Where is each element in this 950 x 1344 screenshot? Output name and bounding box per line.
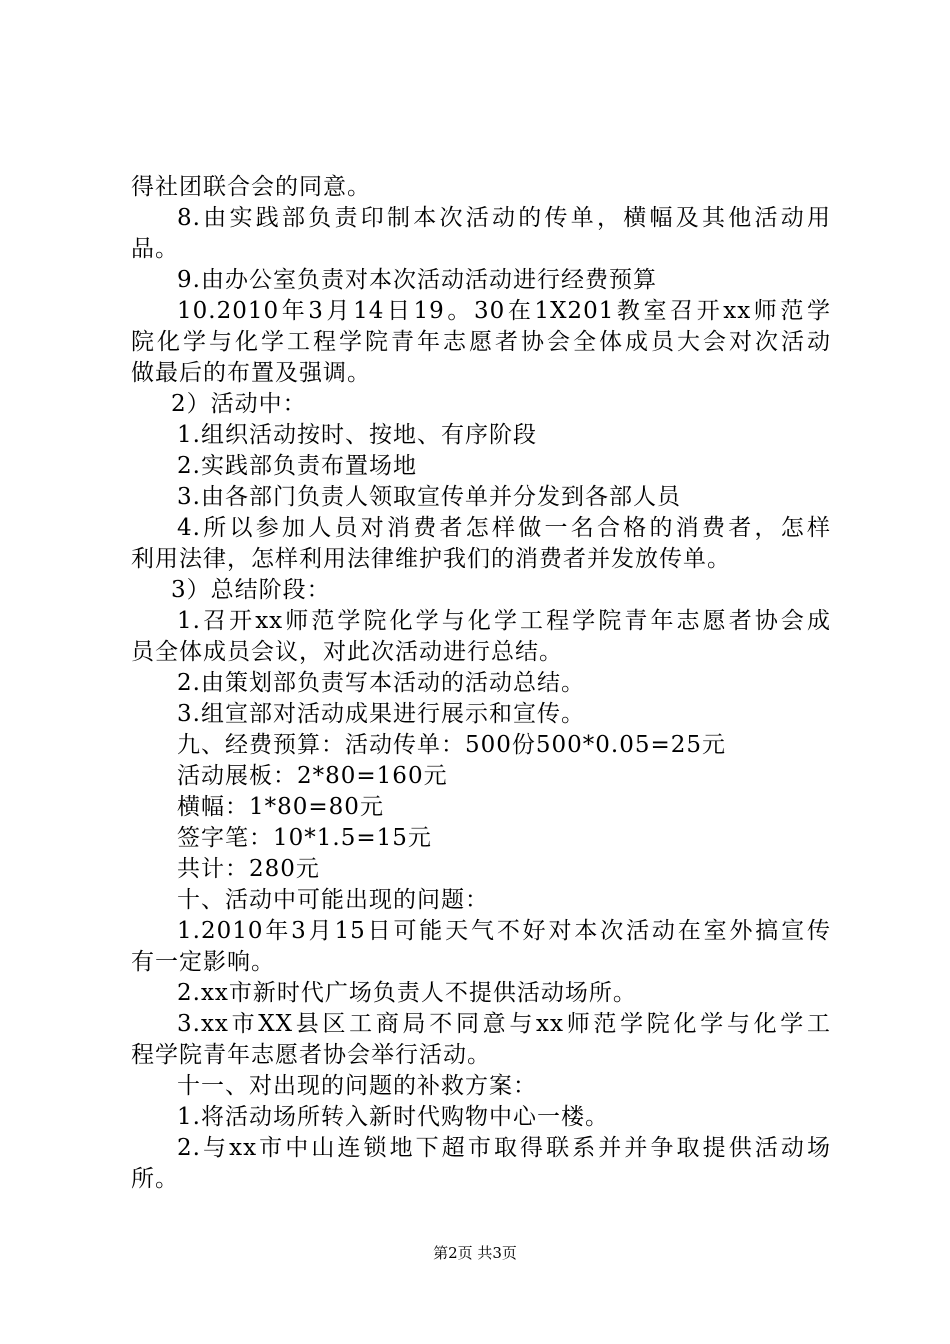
text-line: 所。 bbox=[131, 1166, 179, 1192]
text-line: 8.由实践部负责印制本次活动的传单，横幅及其他活动用 bbox=[177, 205, 831, 231]
text-line: 10.2010年3月14日19。30在1X201教室召开xx师范学 bbox=[177, 298, 831, 324]
document-body bbox=[131, 172, 831, 1195]
text-line: 1.召开xx师范学院化学与化学工程学院青年志愿者协会成 bbox=[177, 608, 831, 634]
text-line: 3.由各部门负责人领取宣传单并分发到各部人员 bbox=[177, 484, 681, 510]
text-line: 1.组织活动按时、按地、有序阶段 bbox=[177, 422, 537, 448]
text-line: 品。 bbox=[131, 236, 179, 262]
page-footer: 第2页 共3页 bbox=[433, 1244, 517, 1262]
text-line: 2.与xx市中山连锁地下超市取得联系并并争取提供活动场 bbox=[177, 1135, 831, 1161]
text-line: 2.由策划部负责写本活动的活动总结。 bbox=[177, 670, 585, 696]
text-line: 十、活动中可能出现的问题： bbox=[177, 887, 489, 913]
text-line: 9.由办公室负责对本次活动活动进行经费预算 bbox=[177, 267, 657, 293]
text-line: 院化学与化学工程学院青年志愿者协会全体成员大会对次活动 bbox=[131, 329, 831, 355]
text-line: 共计：280元 bbox=[177, 856, 320, 882]
text-line: 2.xx市新时代广场负责人不提供活动场所。 bbox=[177, 980, 637, 1006]
text-line: 做最后的布置及强调。 bbox=[131, 360, 371, 386]
text-line: 2.实践部负责布置场地 bbox=[177, 453, 417, 479]
text-line: 1.将活动场所转入新时代购物中心一楼。 bbox=[177, 1104, 609, 1130]
text-line: 程学院青年志愿者协会举行活动。 bbox=[131, 1042, 491, 1068]
text-line: 活动展板：2*80=160元 bbox=[177, 763, 448, 789]
text-line: 十一、对出现的问题的补救方案： bbox=[177, 1073, 537, 1099]
text-line: 1.2010年3月15日可能天气不好对本次活动在室外搞宣传 bbox=[177, 918, 831, 944]
text-line: 3）总结阶段： bbox=[171, 577, 331, 603]
text-line: 3.组宣部对活动成果进行展示和宣传。 bbox=[177, 701, 585, 727]
text-line: 签字笔：10*1.5=15元 bbox=[177, 825, 432, 851]
text-line: 有一定影响。 bbox=[131, 949, 275, 975]
text-line: 2）活动中： bbox=[171, 391, 307, 417]
text-line: 员全体成员会议，对此次活动进行总结。 bbox=[131, 639, 563, 665]
text-line: 得社团联合会的同意。 bbox=[131, 174, 371, 200]
text-line: 4.所以参加人员对消费者怎样做一名合格的消费者，怎样 bbox=[177, 515, 831, 541]
text-line: 九、经费预算：活动传单：500份500*0.05=25元 bbox=[177, 732, 727, 758]
text-line: 利用法律，怎样利用法律维护我们的消费者并发放传单。 bbox=[131, 546, 731, 572]
text-line: 3.xx市XX县区工商局不同意与xx师范学院化学与化学工 bbox=[177, 1011, 831, 1037]
text-line: 横幅：1*80=80元 bbox=[177, 794, 384, 820]
